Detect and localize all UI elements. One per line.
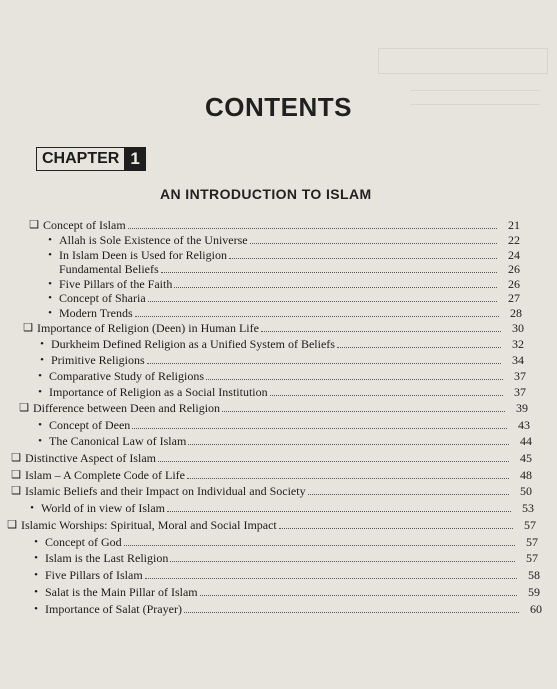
- dot-leader: [308, 494, 509, 495]
- dot-leader: [206, 379, 503, 380]
- toc-entry-title: Concept of God: [45, 535, 122, 549]
- toc-entry: [44, 276, 520, 291]
- bullet-icon: •: [34, 536, 38, 548]
- section-heading: AN INTRODUCTION TO ISLAM: [160, 186, 372, 202]
- toc-entry: [44, 247, 520, 262]
- checkbox-bullet-icon: ❑: [29, 219, 39, 231]
- bullet-icon: •: [40, 338, 44, 350]
- dot-leader: [279, 528, 513, 529]
- toc-entry-title: Durkheim Defined Religion as a Unified System of Beliefs: [51, 337, 335, 351]
- toc-entry-page: 37: [514, 385, 526, 399]
- toc-entry-title: Islam – A Complete Code of Life: [25, 468, 185, 482]
- toc-entry-page: 32: [512, 337, 524, 351]
- toc-entry-page: 57: [524, 518, 536, 532]
- toc-entry-page: 27: [508, 291, 520, 305]
- toc-entry-page: 26: [508, 277, 520, 291]
- toc-entry-page: 26: [508, 262, 520, 276]
- bullet-icon: •: [34, 586, 38, 598]
- toc-entry-title: Salat is the Main Pillar of Islam: [45, 585, 198, 599]
- dot-leader: [135, 316, 499, 317]
- bullet-icon: •: [38, 386, 42, 398]
- dot-leader: [187, 478, 509, 479]
- toc-entry-page: 60: [530, 602, 542, 616]
- toc-entry-page: 50: [520, 484, 532, 498]
- checkbox-bullet-icon: ❑: [11, 469, 21, 481]
- toc-entry-page: 22: [508, 233, 520, 247]
- toc-entry: [10, 483, 532, 498]
- toc-entry: [30, 534, 538, 549]
- toc-entry-page: 28: [510, 306, 522, 320]
- toc-entry-title: Five Pillars of Islam: [45, 568, 143, 582]
- dot-leader: [250, 243, 497, 244]
- toc-entry-title: Importance of Religion (Deen) in Human Life: [37, 321, 259, 335]
- toc-entry-title: The Canonical Law of Islam: [49, 434, 187, 448]
- toc-entry: [30, 584, 540, 599]
- toc-entry-title: Five Pillars of the Faith: [59, 277, 173, 291]
- toc-entry-page: 37: [514, 369, 526, 383]
- toc-entry-page: 43: [518, 418, 530, 432]
- toc-entry-page: 59: [528, 585, 540, 599]
- bleed-through-line: [410, 90, 540, 91]
- toc-entry-title: Concept of Deen: [49, 418, 131, 432]
- toc-entry-page: 44: [520, 434, 532, 448]
- toc-entry: [28, 217, 520, 232]
- checkbox-bullet-icon: ❑: [19, 402, 29, 414]
- dot-leader: [167, 511, 511, 512]
- toc-entry-title: Modern Trends: [59, 306, 133, 320]
- toc-entry-title: Fundamental Beliefs: [59, 262, 159, 276]
- toc-entry-title: Importance of Salat (Prayer): [45, 602, 182, 616]
- toc-entry: [30, 567, 540, 582]
- toc-entry-page: 57: [526, 551, 538, 565]
- dot-leader: [337, 347, 501, 348]
- toc-entry: [34, 417, 530, 432]
- dot-leader: [270, 395, 503, 396]
- toc-entry-page: 57: [526, 535, 538, 549]
- chapter-badge: [36, 147, 146, 171]
- dot-leader: [147, 363, 501, 364]
- toc-entry: [26, 500, 534, 515]
- bullet-icon: •: [38, 370, 42, 382]
- checkbox-bullet-icon: ❑: [23, 322, 33, 334]
- toc-entry-title: Comparative Study of Religions: [49, 369, 204, 383]
- toc-entry: [10, 450, 532, 465]
- bullet-icon: •: [38, 419, 42, 431]
- toc-entry-page: 30: [512, 321, 524, 335]
- toc-entry-title: Importance of Religion as a Social Institution: [49, 385, 268, 399]
- toc-entry: [36, 336, 524, 351]
- dot-leader: [222, 411, 505, 412]
- toc-entry-title: Islamic Beliefs and their Impact on Individual and Society: [25, 484, 306, 498]
- bullet-icon: •: [34, 552, 38, 564]
- toc-entry: [44, 290, 520, 305]
- toc-entry-page: 45: [520, 451, 532, 465]
- toc-entry-title: Islam is the Last Religion: [45, 551, 169, 565]
- toc-entry: [44, 261, 520, 276]
- toc-entry: [30, 550, 538, 565]
- toc-entry-title: Primitive Religions: [51, 353, 145, 367]
- dot-leader: [200, 595, 517, 596]
- dot-leader: [145, 578, 517, 579]
- dot-leader: [148, 301, 497, 302]
- toc-entry-title: Islamic Worships: Spiritual, Moral and Social Impact: [21, 518, 277, 532]
- bleed-through-text: [378, 48, 548, 74]
- bullet-icon: •: [48, 278, 52, 290]
- dot-leader: [170, 561, 515, 562]
- dot-leader: [229, 258, 497, 259]
- toc-entry-page: 24: [508, 248, 520, 262]
- toc-entry: [18, 400, 528, 415]
- toc-entry-title: In Islam Deen is Used for Religion: [59, 248, 227, 262]
- toc-entry-page: 58: [528, 568, 540, 582]
- checkbox-bullet-icon: ❑: [11, 485, 21, 497]
- bullet-icon: •: [40, 354, 44, 366]
- bullet-icon: •: [48, 234, 52, 246]
- page-title: CONTENTS: [205, 92, 352, 122]
- toc-entry: [44, 232, 520, 247]
- toc-entry-page: 39: [516, 401, 528, 415]
- toc-entry-title: Concept of Islam: [43, 218, 126, 232]
- toc-entry-title: Allah is Sole Existence of the Universe: [59, 233, 248, 247]
- toc-entry: [10, 467, 532, 482]
- toc-entry-page: 34: [512, 353, 524, 367]
- dot-leader: [174, 287, 497, 288]
- dot-leader: [158, 461, 509, 462]
- toc-entry-title: Difference between Deen and Religion: [33, 401, 221, 415]
- toc-entry-page: 53: [522, 501, 534, 515]
- toc-entry: [30, 601, 542, 616]
- dot-leader: [261, 331, 501, 332]
- toc-entry: [22, 320, 524, 335]
- bullet-icon: •: [34, 603, 38, 615]
- bullet-icon: •: [48, 307, 52, 319]
- bullet-icon: •: [38, 435, 42, 447]
- toc-entry: [34, 384, 526, 399]
- bullet-icon: •: [48, 249, 52, 261]
- dot-leader: [128, 228, 497, 229]
- toc-entry: [36, 352, 524, 367]
- toc-entry: [34, 368, 526, 383]
- bullet-icon: •: [48, 292, 52, 304]
- toc-entry: [44, 305, 522, 320]
- toc-entry-page: 21: [508, 218, 520, 232]
- toc-entry-title: World of in view of Islam: [41, 501, 166, 515]
- toc-entry-title: Concept of Sharia: [59, 291, 146, 305]
- bullet-icon: •: [30, 502, 34, 514]
- toc-entry: [6, 517, 536, 532]
- toc-entry-title: Distinctive Aspect of Islam: [25, 451, 156, 465]
- toc-entry-page: 48: [520, 468, 532, 482]
- bullet-icon: •: [34, 569, 38, 581]
- chapter-number: 1: [124, 147, 145, 171]
- dot-leader: [184, 612, 519, 613]
- dot-leader: [124, 545, 515, 546]
- dot-leader: [188, 444, 509, 445]
- toc-entry: [34, 433, 532, 448]
- dot-leader: [161, 272, 497, 273]
- checkbox-bullet-icon: ❑: [7, 519, 17, 531]
- dot-leader: [132, 428, 507, 429]
- checkbox-bullet-icon: ❑: [11, 452, 21, 464]
- chapter-label: CHAPTER: [36, 147, 124, 171]
